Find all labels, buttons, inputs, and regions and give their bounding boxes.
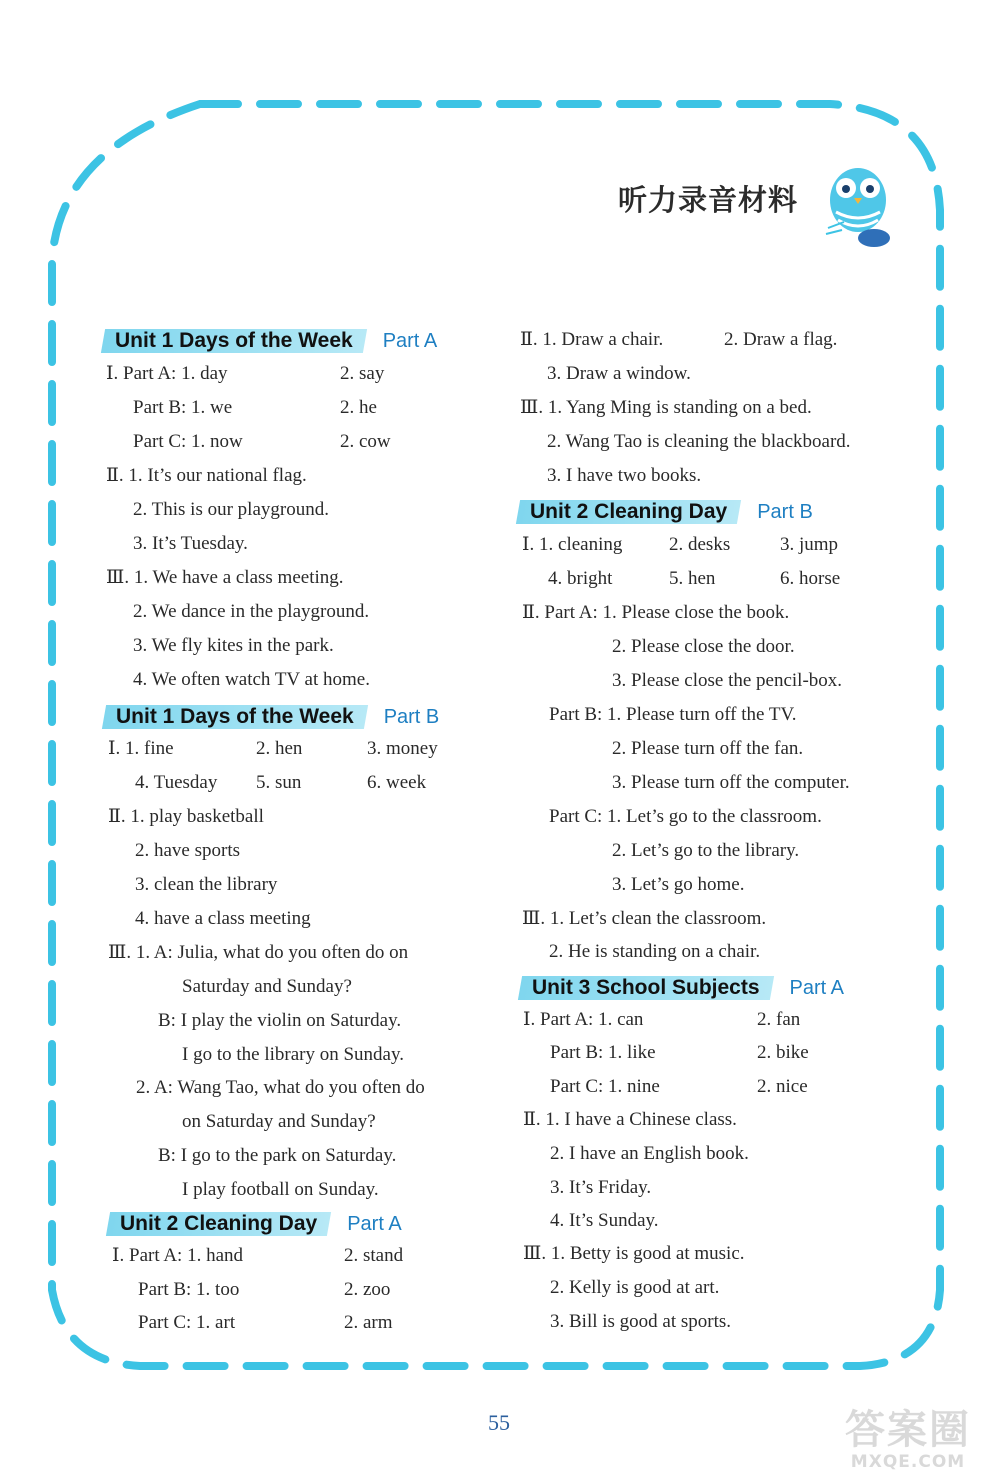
answer-line: 3. Please close the pencil-box. (612, 670, 843, 691)
answer-line: Part C: 1. Let’s go to the classroom. (549, 806, 822, 827)
unit-header (103, 329, 437, 355)
answer-line: 3. It’s Tuesday. (133, 533, 248, 554)
answer-line: 4. have a class meeting (135, 908, 311, 929)
answer-line: Ⅰ. Part A: 1. can (523, 1009, 644, 1030)
answer-line: 2. A: Wang Tao, what do you often do (136, 1077, 425, 1098)
answer-line: Part B: 1. Please turn off the TV. (549, 704, 797, 725)
answer-line: 2. Let’s go to the library. (612, 840, 800, 861)
answer-line: 2. say (340, 363, 385, 384)
answer-line: Ⅰ. Part A: 1. hand (112, 1245, 243, 1266)
unit-title: Unit 3 School Subjects (532, 976, 760, 999)
answer-line: 2. stand (344, 1245, 404, 1266)
part-label: Part B (757, 501, 813, 523)
answer-line: Ⅰ. 1. cleaning (522, 534, 623, 555)
answer-line: 2. bike (757, 1042, 809, 1063)
unit-header (108, 1212, 402, 1238)
answer-line: 3. money (367, 738, 438, 759)
part-label: Part A (347, 1213, 402, 1235)
watermark-url: MXQE.COM (850, 1452, 966, 1472)
answer-line: Ⅱ. 1. play basketball (108, 806, 264, 827)
part-label: Part A (789, 977, 845, 999)
answer-line: 3. I have two books. (547, 465, 702, 486)
answer-line: Ⅰ. 1. fine (108, 738, 174, 759)
unit-header (518, 500, 813, 526)
answer-line: 6. week (367, 772, 427, 793)
answer-line: 2. Kelly is good at art. (550, 1277, 720, 1298)
answer-line: 2. We dance in the playground. (133, 601, 370, 622)
answer-line: Ⅲ. 1. Betty is good at music. (523, 1243, 745, 1264)
answer-line: 2. Wang Tao is cleaning the blackboard. (547, 431, 851, 452)
answer-line: 6. horse (780, 568, 841, 589)
answer-line: Ⅲ. 1. Let’s clean the classroom. (522, 908, 767, 929)
unit-title: Unit 1 Days of the Week (116, 705, 354, 728)
answer-line: I play football on Sunday. (182, 1179, 379, 1200)
answer-line: Ⅲ. 1. A: Julia, what do you often do on (108, 942, 409, 963)
answer-line: Part C: 1. now (133, 431, 243, 452)
answer-line: 3. Please turn off the computer. (612, 772, 850, 793)
answer-line: 3. We fly kites in the park. (133, 635, 334, 656)
page-title: 听力录音材料 (618, 183, 799, 217)
answer-line: Ⅱ. 1. I have a Chinese class. (523, 1109, 737, 1130)
watermark (845, 1407, 971, 1472)
answer-line: Ⅱ. 1. It’s our national flag. (106, 465, 307, 486)
answer-line: 2. he (340, 397, 377, 418)
owl-mascot-icon (822, 160, 894, 250)
answer-line: 3. It’s Friday. (550, 1177, 652, 1198)
unit-title: Unit 1 Days of the Week (115, 329, 353, 352)
answer-line: 3. jump (780, 534, 839, 555)
answer-line: 2. arm (344, 1312, 393, 1333)
page-number: 55 (488, 1410, 510, 1435)
unit-header (520, 976, 844, 1002)
answer-line: 3. Bill is good at sports. (550, 1311, 732, 1332)
answer-line: 2. This is our playground. (133, 499, 329, 520)
answer-line: Part C: 1. nine (550, 1076, 660, 1097)
part-label: Part B (383, 706, 440, 728)
answer-line: Saturday and Sunday? (182, 976, 352, 997)
answer-line: 2. cow (340, 431, 391, 452)
answer-line: 2. nice (757, 1076, 808, 1097)
answer-line: Part B: 1. too (138, 1279, 240, 1300)
answer-line: 2. fan (757, 1009, 801, 1030)
answer-line: Part C: 1. art (138, 1312, 236, 1333)
answer-line: 4. Tuesday (135, 772, 218, 793)
part-label: Part A (382, 330, 438, 352)
answer-line: 2. hen (256, 738, 303, 759)
unit-title: Unit 2 Cleaning Day (530, 500, 728, 523)
answer-line: 5. sun (256, 772, 302, 793)
answer-line: B: I go to the park on Saturday. (158, 1145, 397, 1166)
answer-line: 3. Let’s go home. (612, 874, 745, 895)
answer-line: Ⅰ. Part A: 1. day (106, 363, 228, 384)
answer-line: I go to the library on Sunday. (182, 1044, 404, 1065)
answer-line: 4. It’s Sunday. (550, 1210, 659, 1231)
answer-line: Ⅱ. Part A: 1. Please close the book. (522, 602, 790, 623)
unit-header (104, 705, 439, 731)
unit-title: Unit 2 Cleaning Day (120, 1212, 318, 1235)
answer-line: 5. hen (669, 568, 716, 589)
answer-line: 2. have sports (135, 840, 241, 861)
watermark-text: 答案圈 (845, 1407, 971, 1453)
answer-line: 2. Draw a flag. (724, 329, 838, 350)
answer-line: Ⅱ. 1. Draw a chair. (520, 329, 664, 350)
answer-line: Ⅲ. 1. Yang Ming is standing on a bed. (520, 397, 812, 418)
answer-line: Part B: 1. like (550, 1042, 656, 1063)
answer-line: Ⅲ. 1. We have a class meeting. (106, 567, 344, 588)
answer-line: 2. zoo (344, 1279, 391, 1300)
answer-line: 2. He is standing on a chair. (549, 941, 761, 962)
answer-line: 2. desks (669, 534, 731, 555)
answer-line: 3. clean the library (135, 874, 278, 895)
answer-line: 2. I have an English book. (550, 1143, 749, 1164)
answer-line: 2. Please close the door. (612, 636, 795, 657)
answer-line: 2. Please turn off the fan. (612, 738, 804, 759)
answer-line: 4. We often watch TV at home. (133, 669, 370, 690)
answer-line: on Saturday and Sunday? (182, 1111, 376, 1132)
answer-line: 4. bright (548, 568, 613, 589)
answer-line: Part B: 1. we (133, 397, 233, 418)
answer-line: B: I play the violin on Saturday. (158, 1010, 402, 1031)
answer-line: 3. Draw a window. (547, 363, 691, 384)
